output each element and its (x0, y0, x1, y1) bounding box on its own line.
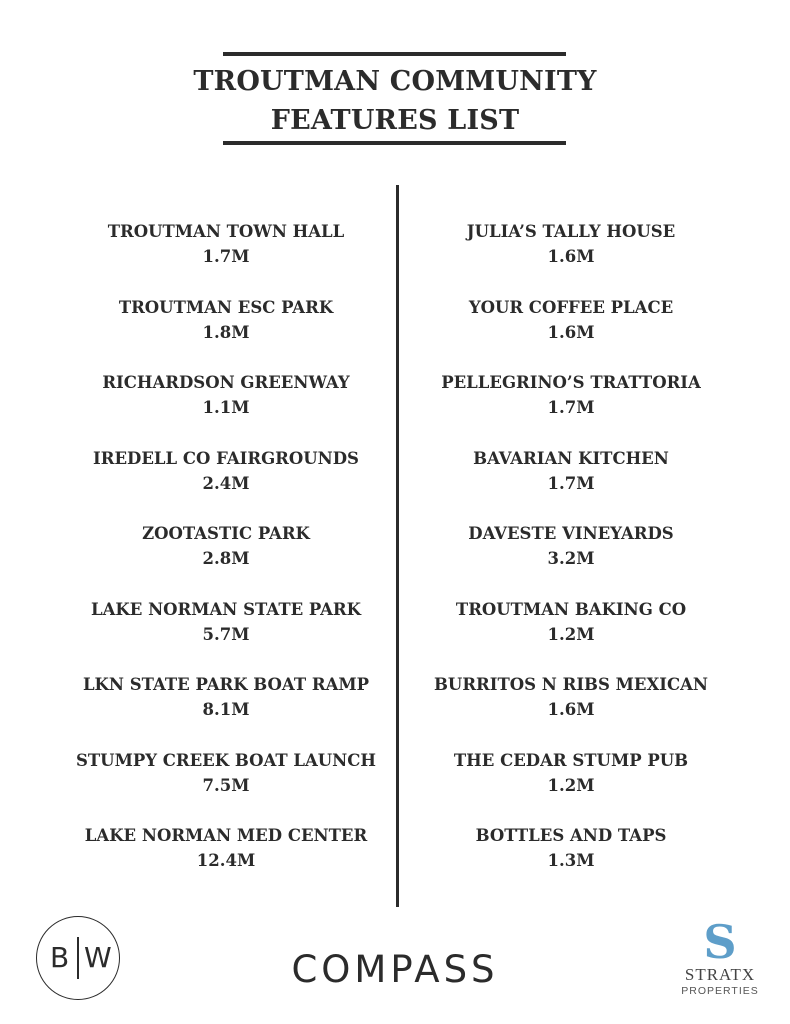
feature-distance: 8.1M (202, 700, 250, 719)
feature-name: PELLEGRINO’S TRATTORIA (441, 373, 701, 392)
feature-name: TROUTMAN TOWN HALL (107, 222, 345, 241)
feature-distance: 1.3M (547, 851, 595, 870)
feature-item (391, 297, 751, 373)
feature-distance: 5.7M (202, 624, 250, 644)
feature-distance: 1.1M (202, 398, 250, 417)
feature-name: YOUR COFFEE PLACE (468, 297, 674, 317)
feature-distance: 1.7M (547, 398, 595, 417)
feature-item (391, 825, 751, 901)
feature-item (391, 599, 751, 675)
feature-name: STUMPY CREEK BOAT LAUNCH (75, 750, 376, 770)
bw-logo-b: B (50, 941, 70, 974)
feature-item (46, 750, 406, 826)
compass-logo: COMPASS (291, 948, 499, 991)
feature-distance: 1.7M (202, 247, 250, 266)
feature-item (46, 825, 406, 901)
page-title (120, 62, 670, 140)
feature-distance: 1.6M (547, 247, 595, 266)
feature-name: THE CEDAR STUMP PUB (453, 750, 689, 770)
feature-item (391, 372, 751, 448)
feature-item (391, 750, 751, 826)
right-feature-list (391, 221, 751, 901)
bw-logo (36, 916, 120, 1000)
feature-item (46, 221, 406, 297)
feature-distance: 1.7M (547, 473, 595, 493)
feature-distance: 3.2M (547, 549, 595, 568)
title-line-2: FEATURES LIST (270, 105, 520, 136)
feature-name: LAKE NORMAN MED CENTER (84, 826, 368, 845)
stratx-s-mark: S (703, 915, 737, 969)
feature-name: ZOOTASTIC PARK (142, 524, 310, 543)
feature-item (46, 523, 406, 599)
feature-item (391, 674, 751, 750)
feature-distance: 1.6M (547, 322, 595, 342)
feature-item (46, 674, 406, 750)
stratx-logo (670, 915, 770, 998)
feature-name: RICHARDSON GREENWAY (102, 373, 350, 392)
title-line-1: TROUTMAN COMMUNITY (193, 66, 597, 97)
feature-item (391, 523, 751, 599)
stratx-name: STRATX (684, 965, 756, 984)
feature-item (46, 448, 406, 524)
bw-logo-w: W (84, 941, 112, 974)
feature-name: IREDELL CO FAIRGROUNDS (93, 448, 359, 468)
feature-name: TROUTMAN ESC PARK (118, 297, 334, 317)
feature-name: DAVESTE VINEYARDS (468, 524, 674, 543)
feature-distance: 1.2M (547, 775, 595, 795)
feature-item (46, 372, 406, 448)
feature-name: JULIA’S TALLY HOUSE (466, 222, 676, 241)
feature-distance: 7.5M (202, 775, 250, 795)
feature-name: BURRITOS N RIBS MEXICAN (433, 675, 709, 694)
feature-name: BOTTLES AND TAPS (475, 826, 667, 845)
bw-logo-divider (77, 937, 79, 979)
feature-name: BAVARIAN KITCHEN (473, 448, 669, 468)
feature-item (391, 221, 751, 297)
feature-distance: 1.8M (202, 322, 250, 342)
left-feature-list (46, 221, 406, 901)
title-rule-bottom (223, 141, 566, 145)
feature-name: TROUTMAN BAKING CO (455, 599, 687, 619)
feature-name: LAKE NORMAN STATE PARK (91, 599, 361, 619)
feature-distance: 2.4M (202, 473, 250, 493)
feature-item (46, 599, 406, 675)
feature-distance: 2.8M (202, 549, 250, 568)
feature-distance: 1.6M (547, 700, 595, 719)
stratx-subtitle: PROPERTIES (681, 985, 759, 997)
feature-item (391, 448, 751, 524)
feature-item (46, 297, 406, 373)
feature-distance: 12.4M (196, 851, 256, 870)
feature-name: LKN STATE PARK BOAT RAMP (82, 675, 370, 694)
feature-distance: 1.2M (547, 624, 595, 644)
title-rule-top (223, 52, 566, 56)
